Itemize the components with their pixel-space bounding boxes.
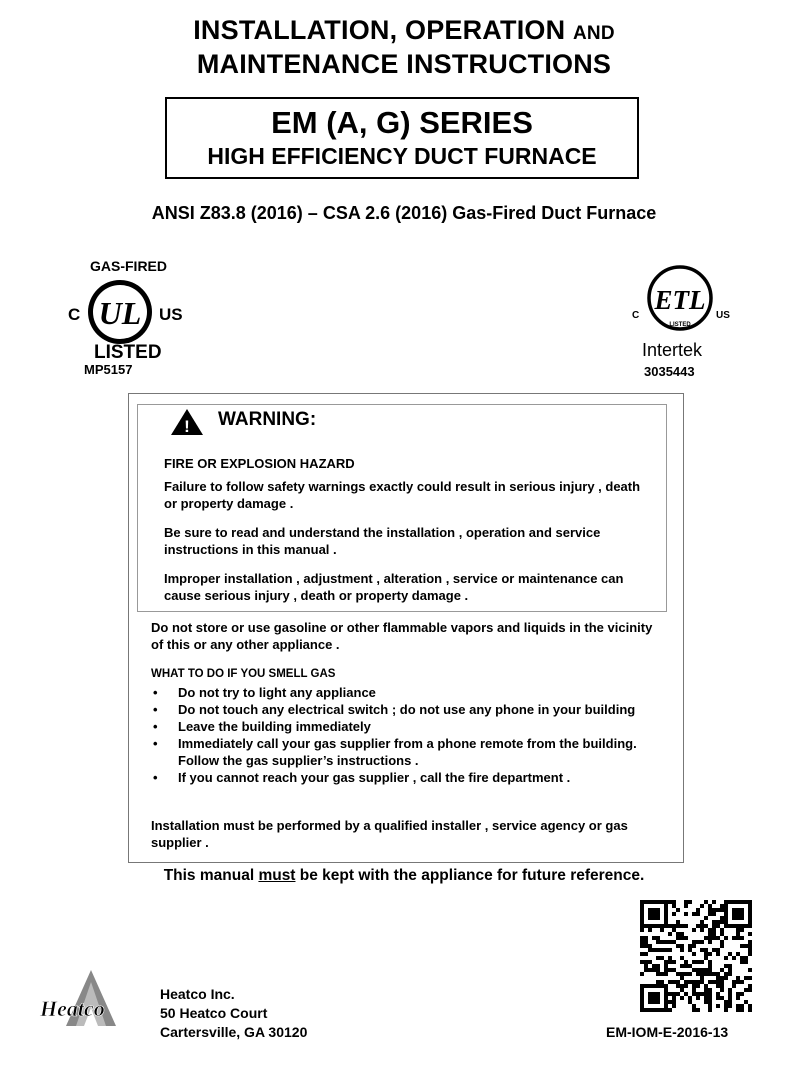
company-city: Cartersville, GA 30120 (160, 1024, 308, 1040)
warning-paragraph-1: Failure to follow safety warnings exactly could result in serious injury , death or property damage . (164, 479, 641, 511)
warning-title: WARNING: (218, 409, 317, 430)
list-item: • Leave the building immediately (151, 718, 651, 735)
document-number: EM-IOM-E-2016-13 (606, 1024, 729, 1040)
ul-certificate-number: MP5157 (84, 362, 133, 377)
series-box (165, 97, 639, 179)
svg-text:UL: UL (98, 295, 142, 331)
ul-mark-icon (60, 252, 183, 363)
product-name: HIGH EFFICIENCY DUCT FURNACE (207, 143, 597, 169)
svg-text:Heatco: Heatco (40, 996, 105, 1021)
title-main: INSTALLATION, OPERATION (193, 15, 566, 45)
document-title-line2: MAINTENANCE INSTRUCTIONS (196, 49, 612, 79)
standards-subtitle: ANSI Z83.8 (2016) – CSA 2.6 (2016) Gas-Fired Duct Furnace (151, 203, 657, 223)
series-name: EM (A, G) SERIES (271, 105, 533, 140)
warning-paragraph-3: Improper installation , adjustment , alteration , service or maintenance can cause serious injury , death or property damage . (164, 571, 624, 603)
svg-text:US: US (716, 310, 730, 321)
svg-text:!: ! (184, 417, 190, 436)
ul-listed-logo (60, 252, 183, 363)
list-item: • If you cannot reach your gas supplier , call the fire department . (151, 769, 651, 786)
etl-listed-logo (628, 262, 734, 360)
list-item: • Do not try to light any appliance (151, 684, 651, 701)
list-item: • Immediately call your gas supplier from a phone remote from the building. Follow the gas supplier’s instructions . (151, 735, 651, 769)
company-name: Heatco Inc. (160, 986, 235, 1002)
smell-gas-heading: WHAT TO DO IF YOU SMELL GAS (151, 668, 336, 680)
smell-gas-list (151, 684, 651, 786)
svg-text:LISTED: LISTED (669, 322, 691, 328)
installer-notice: Installation must be performed by a qualified installer , service agency or gas supplier . (151, 818, 628, 850)
svg-text:LISTED: LISTED (94, 342, 162, 363)
gasoline-warning: Do not store or use gasoline or other flammable vapors and liquids in the vicinity of this or any other appliance . (151, 620, 653, 652)
title-and: AND (573, 23, 615, 44)
svg-text:C: C (632, 310, 640, 321)
etl-certificate-number: 3035443 (644, 364, 695, 379)
note-after: be kept with the appliance for future reference. (295, 867, 645, 884)
svg-text:C: C (68, 305, 81, 324)
list-item: • Do not touch any electrical switch ; do not use any phone in your building (151, 701, 651, 718)
svg-text:US: US (159, 305, 183, 324)
warning-paragraph-2: Be sure to read and understand the installation , operation and service instructions in this manual . (164, 525, 601, 557)
document-title-line1 (0, 14, 808, 50)
note-before: This manual (163, 867, 259, 884)
manual-retention-note (0, 867, 808, 885)
note-underlined: must (258, 867, 296, 884)
warning-triangle-icon (170, 408, 204, 436)
etl-mark-icon (628, 262, 734, 360)
qr-code (640, 900, 752, 1012)
heatco-flame-icon (36, 968, 146, 1028)
company-address (160, 985, 307, 1042)
heatco-logo (36, 968, 146, 1028)
svg-text:GAS-FIRED: GAS-FIRED (90, 258, 167, 274)
company-street: 50 Heatco Court (160, 1005, 268, 1021)
hazard-heading: FIRE OR EXPLOSION HAZARD (164, 456, 355, 471)
svg-text:ETL: ETL (654, 285, 706, 315)
svg-text:Intertek: Intertek (642, 340, 703, 360)
